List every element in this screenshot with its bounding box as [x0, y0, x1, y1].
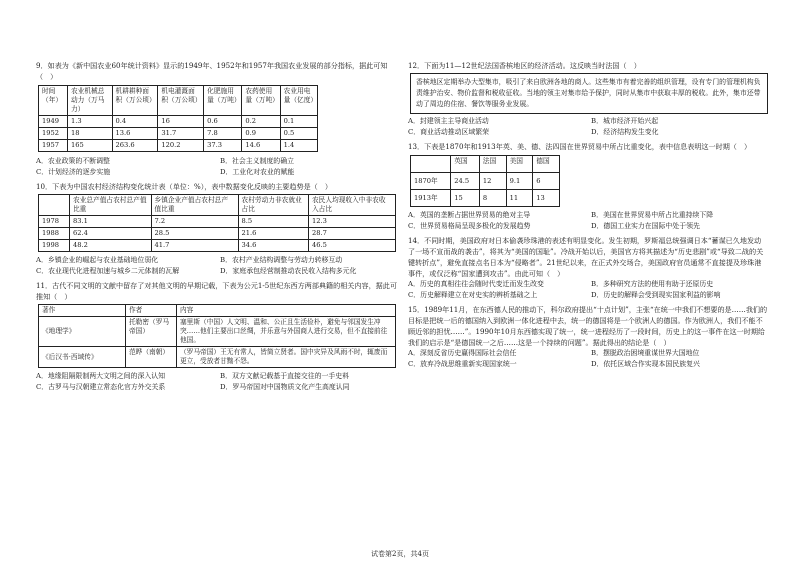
table-cell: 48.2	[70, 240, 152, 252]
table-header-cell: 作者	[126, 305, 177, 317]
table-cell: 0.5	[280, 128, 317, 140]
table-row	[39, 128, 318, 140]
table-cell: 《后汉书·西域传》	[39, 347, 126, 368]
option-a[interactable]: A．深刻反省历史赢得国际社会信任	[408, 349, 517, 357]
table-header-cell	[39, 195, 70, 216]
option-a[interactable]: A．农业政策的不断调整	[36, 157, 110, 165]
table-cell: 1949	[39, 116, 68, 128]
option-d[interactable]: D．家庭承包经营制推动农民收入结构多元化	[220, 267, 357, 275]
table-cell: 18	[68, 128, 113, 140]
option-a[interactable]: A．历史的真相往往会随时代变迁而发生改变	[408, 280, 544, 288]
table-cell: （罗马帝国）王无有常人，皆简立贤者。国中灾异及风雨不时，辄废而更立，受放者甘黜不怨。	[177, 347, 396, 368]
table-cell: 1952	[39, 128, 68, 140]
table-cell: 1957	[39, 140, 68, 152]
table-cell: 7.2	[151, 216, 238, 228]
table-row	[39, 116, 318, 128]
table-row	[39, 228, 396, 240]
table-cell: 13.6	[112, 128, 158, 140]
table-cell: 263.6	[112, 140, 158, 152]
option-a[interactable]: A．封建领主主导商业活动	[408, 117, 489, 125]
table-row	[39, 240, 396, 252]
table-header-cell: 时间（年）	[39, 86, 68, 116]
table-cell: 11	[506, 190, 533, 207]
table-cell: 46.5	[308, 240, 395, 252]
option-d[interactable]: D．工业化对农业的赋能	[220, 168, 295, 176]
table-header-cell: 农民人均现收入中非农收入占比	[308, 195, 395, 216]
option-c[interactable]: C．古罗马与汉朝建立常态化官方外交关系	[36, 383, 166, 391]
table-header-cell: 机耕耕种面积（万公顷）	[112, 86, 158, 116]
table-header-cell: 英国	[451, 156, 480, 173]
table-row	[39, 317, 396, 347]
table-header-row	[39, 86, 318, 116]
option-d[interactable]: D．依托区域合作实现本国民族复兴	[591, 360, 700, 368]
question-10-stem: 10．下表为中国农村经济结构变化统计表（单位：%），表中数据变化反映的主要趋势是（ ）	[36, 182, 332, 191]
table-header-row	[411, 156, 560, 173]
table-header-cell: 内容	[177, 305, 396, 317]
left-column	[36, 60, 398, 393]
table-header-cell: 法国	[479, 156, 506, 173]
table-row	[39, 347, 396, 368]
table-header-cell: 农业用电量（亿度）	[280, 86, 317, 116]
question-9-options	[36, 156, 398, 178]
table-header-cell	[411, 156, 451, 173]
question-11-table	[38, 304, 396, 368]
option-d[interactable]: D．经济结构发生变化	[591, 128, 659, 136]
table-cell: 24.5	[451, 173, 480, 190]
table-header-cell: 农业总产值占农村总产值比重	[70, 195, 152, 216]
table-cell: 托勒密（罗马帝国）	[126, 317, 177, 347]
table-cell: 1978	[39, 216, 70, 228]
option-c[interactable]: C．农业现代化进程加速与城乡二元体制的瓦解	[36, 267, 180, 275]
table-cell: 1870年	[411, 173, 451, 190]
right-column	[408, 60, 768, 370]
table-cell: 34.6	[238, 240, 308, 252]
question-11-options	[36, 371, 398, 393]
table-cell: 1.3	[68, 116, 113, 128]
table-cell: 0.2	[242, 116, 280, 128]
table-cell: 28.5	[151, 228, 238, 240]
option-c[interactable]: C．计划经济的逐步实施	[36, 168, 111, 176]
option-a[interactable]: A．英国的垄断占据世界贸易的绝对主导	[408, 211, 531, 219]
question-12-stem: 12．下面为11—12世纪法国香槟地区的经济活动。这反映当时法国（ ）	[408, 61, 641, 70]
table-row	[39, 140, 318, 152]
option-b[interactable]: B．多种研究方法的使用有助于还原历史	[591, 280, 714, 288]
table-cell: 0.4	[112, 116, 158, 128]
table-cell: 1913年	[411, 190, 451, 207]
option-d[interactable]: D．罗马帝国对中国物质文化产生高度认同	[220, 383, 350, 391]
table-row	[411, 173, 560, 190]
table-cell: 8.5	[238, 216, 308, 228]
table-header-cell: 化肥施用量（万吨）	[204, 86, 242, 116]
option-b[interactable]: B．美国在世界贸易中所占比重持续下降	[591, 211, 714, 219]
table-cell: 62.4	[70, 228, 152, 240]
table-cell: 31.7	[158, 128, 204, 140]
table-header-cell: 著作	[39, 305, 126, 317]
option-b[interactable]: B．城市经济开始兴起	[591, 117, 659, 125]
question-9-stem: 9．如表为《新中国农业60年统计资料》显示的1949年、1952年和1957年我国农业发展的部分指标，据此可知（ ）	[36, 61, 388, 81]
option-c[interactable]: C．历史解释建立在对史实的辨析基础之上	[408, 291, 538, 299]
table-cell: 0.9	[242, 128, 280, 140]
table-cell: 塞里斯（中国）人文明、温和、公正且生活俭朴，避免与邻国发生冲突……他们主要出口丝绸，并乐意与外国商人进行交易，但不直接前往他国。	[177, 317, 396, 347]
table-header-cell: 农业机械总动力（万马力）	[68, 86, 113, 116]
question-12-options	[408, 116, 768, 138]
option-b[interactable]: B．摆脱政治困境重谋世界大国地位	[591, 349, 700, 357]
table-header-cell: 机电灌溉面积（万公顷）	[158, 86, 204, 116]
table-cell: 41.7	[151, 240, 238, 252]
table-header-cell: 美国	[506, 156, 533, 173]
question-14-options	[408, 279, 768, 301]
table-cell: 28.7	[308, 228, 395, 240]
page-footer: 试卷第2页，共4页	[371, 550, 429, 558]
table-cell: 7.8	[204, 128, 242, 140]
question-14-stem: 14．不同时期，美国政府对日本偷袭珍珠港的表述有明显变化。发生初期，罗斯福总统强调日本“蓄谋已久地发动了一场不宣而战的袭击”，将其为“美国的国耻”。冷战开始以后，美国官方将其描述为“历史悲剧”或“导致二战的关键转折点”，避免直接点名日本为“侵略者”。21世纪以来，在正式外交场合，美国政府官员通常不直接提及珍珠港事件，或仅泛称“国家遭到攻击”。由此可知（ ）	[408, 236, 764, 278]
question-13-stem: 13．下表是1870年和1913年英、美、德、法四国在世界贸易中所占比重变化，表中信息表明这一时期（ ）	[408, 142, 752, 151]
table-cell: 15	[451, 190, 480, 207]
table-header-row	[39, 195, 396, 216]
table-cell: 0.6	[204, 116, 242, 128]
table-cell: 9.1	[506, 173, 533, 190]
table-row	[411, 190, 560, 207]
table-cell: 12.3	[308, 216, 395, 228]
table-cell: 13	[533, 190, 560, 207]
option-a[interactable]: A．乡镇企业的崛起与农业基础地位弱化	[36, 256, 159, 264]
option-d[interactable]: D．德国工业实力在国际中处于领先	[591, 222, 700, 230]
table-cell: 165	[68, 140, 113, 152]
table-header-row	[39, 305, 396, 317]
table-cell: 0.1	[280, 116, 317, 128]
table-cell: 83.1	[70, 216, 152, 228]
table-cell: 16	[158, 116, 204, 128]
table-cell: 《地理学》	[39, 317, 126, 347]
table-row	[39, 216, 396, 228]
table-cell: 8	[479, 190, 506, 207]
table-header-cell: 乡镇企业产值占农村总产值比重	[151, 195, 238, 216]
question-10-table	[38, 194, 396, 252]
question-13-table	[410, 155, 560, 207]
question-15-options	[408, 348, 768, 370]
table-header-cell: 农药使用量（万吨）	[242, 86, 280, 116]
table-cell: 6	[533, 173, 560, 190]
option-d[interactable]: D．历史的解释会受到现实国家利益的影响	[591, 291, 721, 299]
table-header-cell: 农村劳动力非农就业占比	[238, 195, 308, 216]
question-10-options	[36, 255, 398, 277]
table-cell: 1988	[39, 228, 70, 240]
table-cell: 12	[479, 173, 506, 190]
table-cell: 21.6	[238, 228, 308, 240]
table-cell: 120.2	[158, 140, 204, 152]
option-a[interactable]: A．地缘阻隔限制两大文明之间的深入认知	[36, 372, 166, 380]
question-13-options	[408, 210, 768, 232]
question-15-stem: 15．1989年11月，在东西德人民的推动下，科尔政府提出“十点计划”，主张“在统一中我们不想要的是……我们的目标是把统一后的德国纳入到欧洲一体化进程中去，统一的德国将是一个欧洲人的德国。作为欧洲人，我们不能不顾近邻的担忧……”。1990年10月东西德实现了统一，统一进程经历了一段时间，历史上的这一事件在这一时期给我们的启示是“是德国统一之后……这是一个持续的问题”。据此得出的结论是（ ）	[408, 305, 768, 347]
option-c[interactable]: C．世界贸易格局呈现多极化的发展趋势	[408, 222, 531, 230]
table-cell: 1998	[39, 240, 70, 252]
table-header-cell: 德国	[533, 156, 560, 173]
table-cell: 14.6	[242, 140, 280, 152]
option-c[interactable]: C．商业活动推动区域繁荣	[408, 128, 490, 136]
option-b[interactable]: B．双方文献记载基于直接交往的一手史料	[220, 372, 350, 380]
option-c[interactable]: C．放弃冷战思维重新实现国家统一	[408, 360, 517, 368]
option-b[interactable]: B．社会主义制度的确立	[220, 157, 294, 165]
option-b[interactable]: B．农村产业结构调整与劳动力转移互动	[220, 256, 343, 264]
table-cell: 1.4	[280, 140, 317, 152]
table-cell: 范晔（南朝）	[126, 347, 177, 368]
question-11-stem: 11．古代不同文明的文献中留存了对其他文明的早期记载，下表为公元1-5世纪东西方两部典籍的相关内容，据此可推知（ ）	[36, 281, 397, 301]
table-cell: 37.3	[204, 140, 242, 152]
question-12-source-box: 香槟地区定期举办大型集市，吸引了来自欧洲各地的商人。这些集市有着完善的组织管理，设有专门的管理机构负责维护治安、物价监督和税收征收。当地的领主对集市给予保护，同时从集市中获取丰厚的税收。此外，集市还带动了周边的住宿、餐饮等服务业发展。	[410, 73, 768, 114]
question-9-table	[38, 85, 318, 152]
